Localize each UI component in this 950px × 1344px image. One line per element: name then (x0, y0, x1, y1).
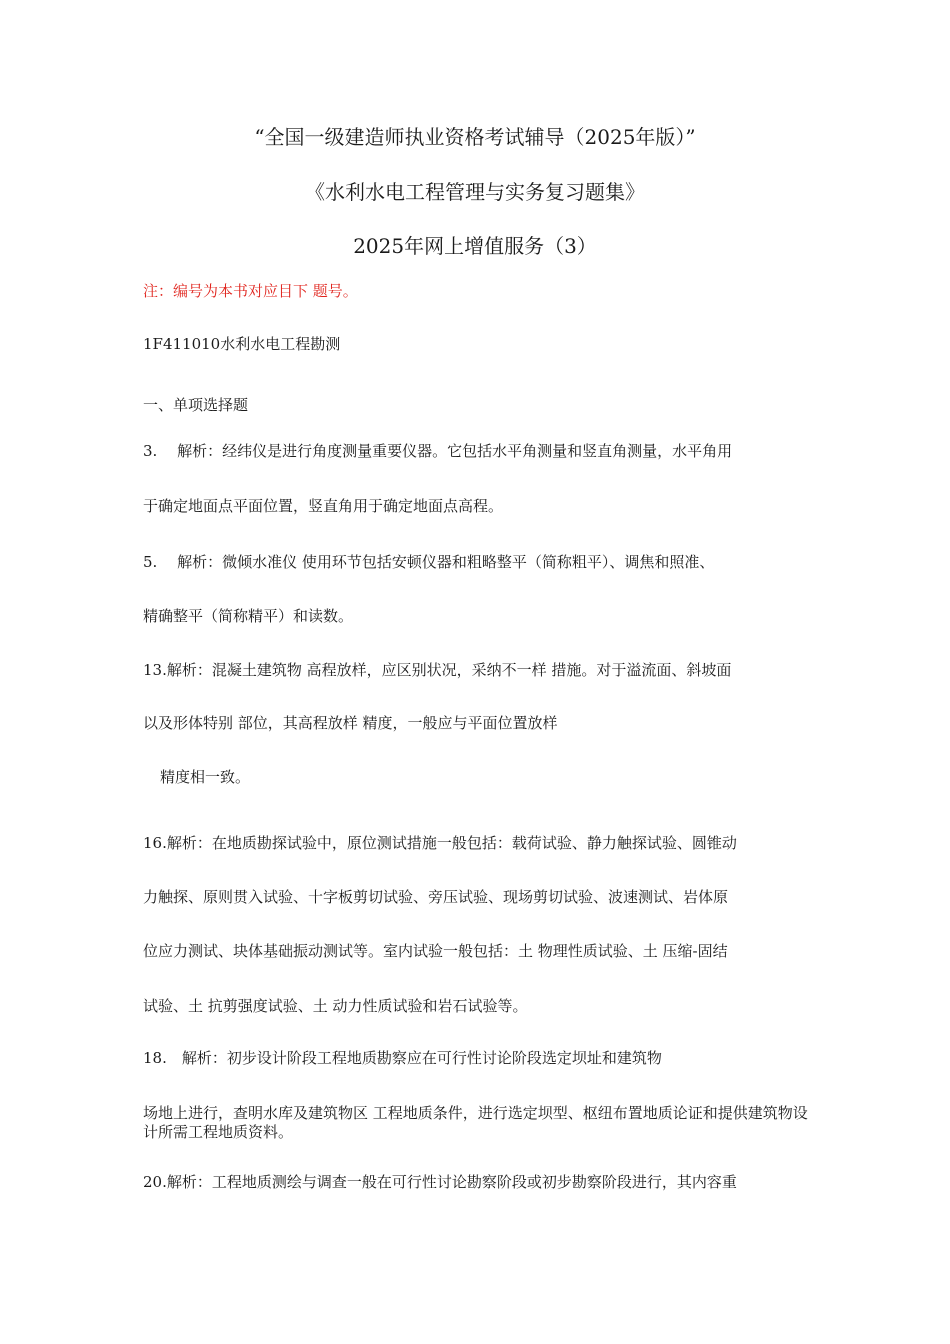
answer-13-line-3: 精度相一致。 (160, 768, 251, 786)
answer-16-line-1: 16.解析：在地质勘探试验中，原位测试措施一般包括：载荷试验、静力触探试验、圆锥动 (143, 834, 737, 852)
answer-5-line-2: 精确整平（简称精平）和读数。 (143, 607, 354, 625)
document-title-line-3: 2025年网上增值服务（3） (353, 234, 597, 258)
answer-3-line-2: 于确定地面点平面位置，竖直角用于确定地面点高程。 (143, 497, 504, 515)
document-title-line-1: “全国一级建造师执业资格考试辅导（2025年版）” (254, 125, 696, 149)
answer-5-line-1: 5. 解析：微倾水准仪 使用环节包括安顿仪器和粗略整平（简称粗平）、调焦和照准、 (143, 553, 715, 571)
answer-18-paragraph: 场地上进行，查明水库及建筑物区 工程地质条件，进行选定坝型、枢纽布置地质论证和提供建筑物设计所需工程地质资料。 (143, 1104, 808, 1141)
note-text: 注：编号为本书对应目下 题号。 (143, 282, 358, 300)
section-code: 1F411010水利水电工程勘测 (143, 335, 341, 353)
section-type-heading: 一、单项选择题 (143, 396, 249, 414)
answer-16-line-4: 试验、土 抗剪强度试验、土 动力性质试验和岩石试验等。 (143, 997, 528, 1015)
answer-20-line-1: 20.解析：工程地质测绘与调查一般在可行性讨论勘察阶段或初步勘察阶段进行，其内容重 (143, 1173, 737, 1191)
answer-13-line-2: 以及形体特别 部位，其高程放样 精度，一般应与平面位置放样 (143, 714, 558, 732)
answer-3-line-1: 3. 解析：经纬仪是进行角度测量重要仪器。它包括水平角测量和竖直角测量，水平角用 (143, 442, 733, 460)
answer-18-line-1: 18. 解析：初步设计阶段工程地质勘察应在可行性讨论阶段选定坝址和建筑物 (143, 1049, 662, 1067)
answer-16-line-3: 位应力测试、块体基础振动测试等。室内试验一般包括：土 物理性质试验、土 压缩-固结 (143, 942, 728, 960)
answer-13-line-1: 13.解析：混凝土建筑物 高程放样，应区别状况，采纳不一样 措施。对于溢流面、斜坡面 (143, 661, 732, 679)
document-title-line-2: 《水利水电工程管理与实务复习题集》 (305, 180, 645, 204)
answer-16-line-2: 力触探、原则贯入试验、十字板剪切试验、旁压试验、现场剪切试验、波速测试、岩体原 (143, 888, 729, 906)
